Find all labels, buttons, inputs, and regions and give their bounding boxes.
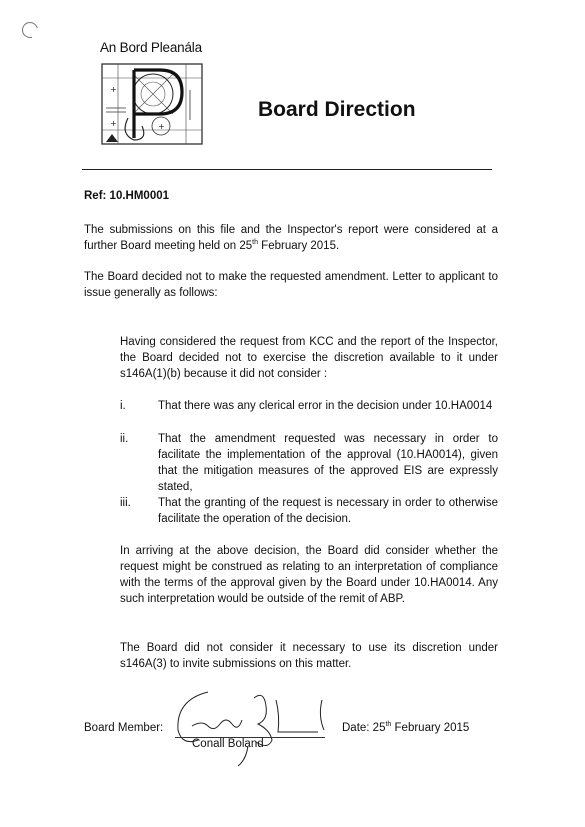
reason-item: [120, 431, 498, 497]
reason-item: [120, 495, 498, 529]
scan-corner-mark: [19, 19, 41, 41]
svg-text:+: +: [110, 119, 117, 128]
reason-text: That the amendment requested was necessary in order to facilitate the implementation of the approval (10.HA0014), given that the mitigation measures of the approved EIS are expressly stated,: [158, 433, 498, 493]
document-title: Board Direction: [258, 98, 416, 121]
reason-item: [120, 398, 498, 432]
svg-text:+: +: [110, 85, 117, 94]
svg-text:+: +: [158, 122, 165, 131]
signature-date: Date: 25th February 2015: [342, 721, 470, 734]
interpretation-paragraph: In arriving at the above decision, the Board did consider whether the request might be construed as relating to an interpretation of compliance with the terms of the approval given by the Board under 10.HA0014. Any such interpretation would be outside of the remit of ABP.: [120, 545, 498, 605]
intro-paragraph: The submissions on this file and the Inspector's report were considered at a further Board meeting held on 25th February 2015.: [84, 224, 498, 252]
reason-number: i.: [120, 400, 126, 412]
reason-number: iii.: [120, 497, 131, 509]
reason-text: That the granting of the request is necessary in order to otherwise facilitate the operation of the decision.: [158, 497, 498, 525]
signer-name: Conall Boland: [192, 738, 264, 750]
board-logo: [98, 60, 208, 150]
board-member-label: Board Member:: [84, 722, 164, 734]
letter-intro-paragraph: Having considered the request from KCC and the report of the Inspector, the Board decided not to exercise the discretion available to it under s146A(1)(b) because it did not consider :: [120, 336, 498, 380]
reason-text: That there was any clerical error in the decision under 10.HA0014: [158, 400, 493, 412]
header-divider: [82, 169, 492, 170]
reference-number: Ref: 10.HM0001: [84, 190, 170, 202]
organisation-name: An Bord Pleanála: [100, 40, 202, 55]
decision-paragraph: The Board decided not to make the requested amendment. Letter to applicant to issue generally as follows:: [84, 271, 498, 299]
handwritten-signature: [168, 680, 338, 770]
reason-number: ii.: [120, 433, 129, 445]
discretion-paragraph: The Board did not consider it necessary to use its discretion under s146A(3) to invite submissions on this matter.: [120, 642, 498, 670]
